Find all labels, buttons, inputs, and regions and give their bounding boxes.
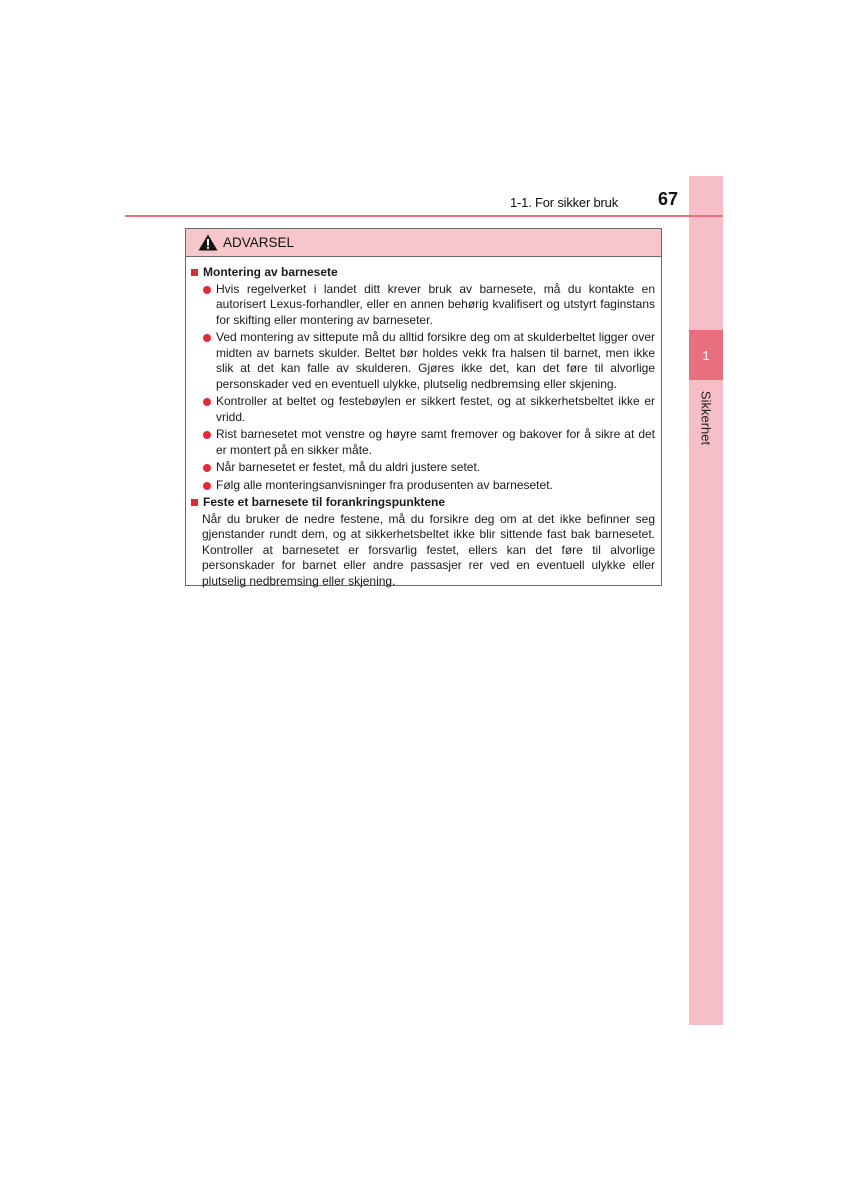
round-bullet-icon [203,398,211,406]
square-bullet-icon [191,499,198,506]
section-heading-text: Montering av barnesete [203,265,338,279]
list-item [203,330,655,392]
warning-body [186,257,661,589]
round-bullet-icon [203,482,211,490]
bullet-list [203,282,655,494]
round-bullet-icon [203,286,211,294]
list-item-text: Følg alle monteringsanvisninger fra produsenten av barnesetet. [216,477,553,492]
chapter-number: 1 [689,330,723,380]
list-item [203,394,655,425]
list-item [203,282,655,329]
round-bullet-icon [203,334,211,342]
list-item-text: Ved montering av sittepute må du alltid forsikre deg om at skulderbeltet ligger over midten av barnets skulder. Beltet bør holdes vekk fra halsen til barnet, men ikke slik at det kan falle av skulderen. Gjøres ikke det, kan det føre til alvorlige personskader ved en eventuell ulykke, plutselig nedbremsing eller skjening. [216,330,655,391]
page-number: 67 [658,189,679,209]
chapter-side-tab [689,176,723,1025]
warning-label: ADVARSEL [223,235,295,250]
list-item-text: Hvis regelverket i landet ditt krever bruk av barnesete, må du kontakte en autorisert Lexus-forhandler, eller en annen behørig kvalifisert og utstyrt faginstans for skifting eller montering av barneseter. [216,281,655,327]
section-heading-text: Feste et barnesete til forankringspunktene [203,495,446,509]
list-item-text: Når barnesetet er festet, må du aldri justere setet. [216,460,481,474]
section-heading [190,495,655,511]
section-paragraph: Når du bruker de nedre festene, må du forsikre deg om at det ikke befinner seg gjenstander rundt dem, og at sikkerhetsbeltet ikke blir sittende fast bak barnesetet. Kontroller at barnesetet er forsvarlig festet, ellers kan det føre til alvorlige personskader for barnet eller andre passasjer rer ved en eventuell ulykke eller plutselig nedbremsing eller skjening. [202,511,655,588]
list-item-text: Rist barnesetet mot venstre og høyre samt fremover og bakover for å sikre at det er montert på en sikker måte. [216,427,655,457]
square-bullet-icon [191,269,198,276]
round-bullet-icon [203,431,211,439]
warning-box [185,228,662,586]
list-item-text: Kontroller at beltet og festebøylen er sikkert festet, og at sikkerhetsbeltet ikke er vridd. [216,394,655,424]
chapter-label: Sikkerhet [698,390,714,446]
section-heading [190,265,655,281]
warning-header [186,229,661,257]
warning-triangle-icon [198,234,218,251]
list-item [203,427,655,458]
header-divider [125,215,723,217]
round-bullet-icon [203,464,211,472]
list-item [203,478,655,494]
section-title: 1-1. For sikker bruk [510,195,618,210]
list-item [203,460,655,476]
